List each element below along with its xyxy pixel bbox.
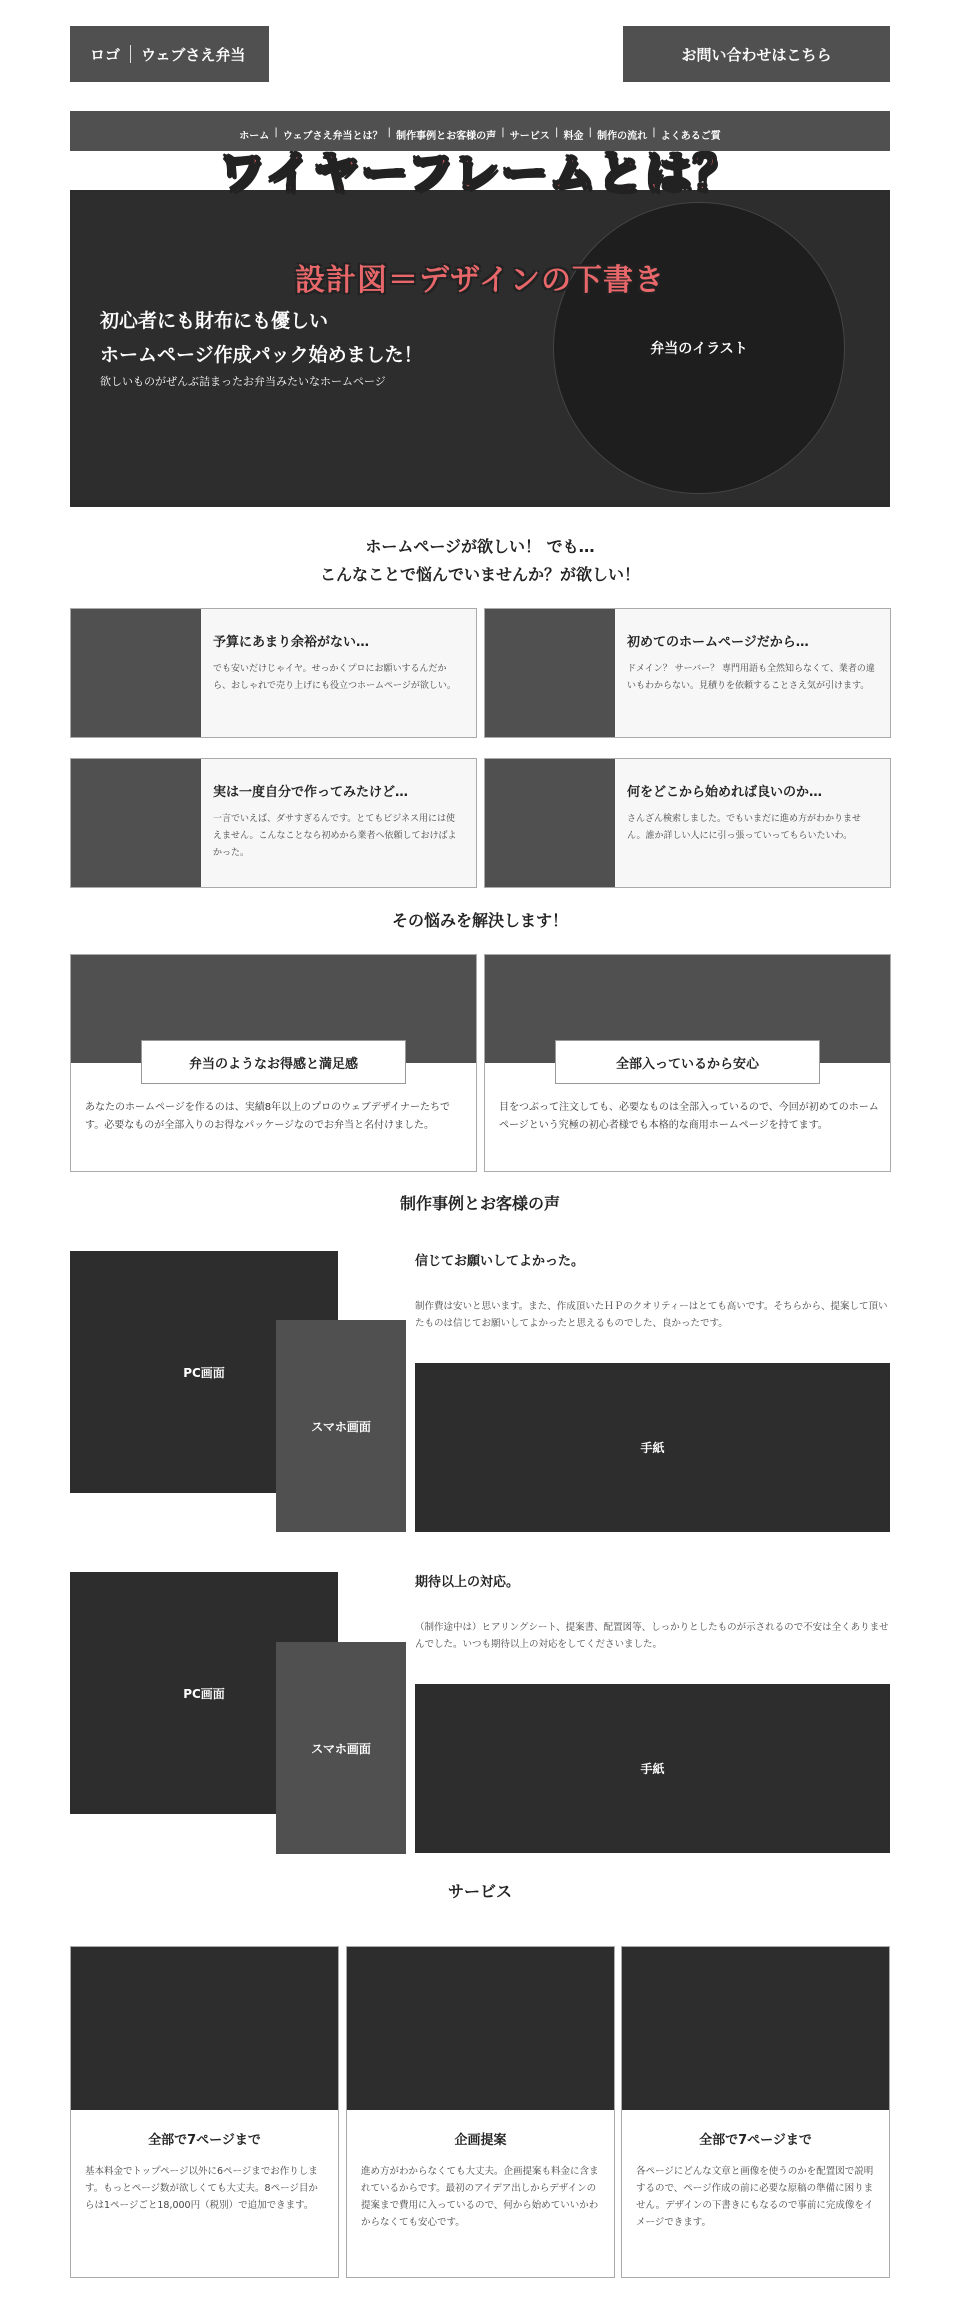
case-letter: 手紙 — [415, 1684, 890, 1853]
worry-card — [484, 608, 891, 738]
nav-divider: | — [387, 127, 392, 138]
hero-illustration: 弁当のイラスト — [553, 202, 845, 494]
service-card — [621, 1946, 890, 2278]
nav-item-service[interactable]: サービス — [509, 131, 550, 142]
worry-card-image — [71, 759, 201, 887]
worries-heading-line1: ホームページが欲しい！ でも… — [365, 537, 595, 556]
nav-divider: | — [274, 127, 278, 138]
case-pc-screen: PC画面 — [70, 1251, 338, 1493]
nav-divider: | — [554, 127, 559, 138]
nav-divider: | — [652, 127, 656, 138]
worry-card-image — [485, 609, 615, 737]
service-card-image — [622, 1947, 889, 2110]
worry-card-image — [71, 609, 201, 737]
service-card — [70, 1946, 339, 2278]
service-card-text: 各ページにどんな文章と画像を使うのかを配置図で説明するので、ページ作成の前に必要な原稿の準備に困りません。デザインの下書きにもなるので事前に完成像をイメージできます。 — [636, 2166, 874, 2228]
worry-card-title: 初めてのホームページだから… — [627, 635, 809, 650]
worry-card — [70, 608, 477, 738]
solution-card-label: 弁当のようなお得感と満足感 — [141, 1040, 406, 1084]
services-heading: サービス — [447, 1882, 512, 1901]
logo[interactable] — [70, 26, 269, 82]
case-smartphone-screen: スマホ画面 — [276, 1642, 406, 1854]
nav-item-works[interactable]: 制作事例とお客様の声 — [396, 131, 497, 142]
solution-card-text: あなたのホームページを作るのは、実績8年以上のプロのウェブデザイナーたちです。必要なものが全部入りのお得なパッケージなのでお弁当と名付けました。 — [85, 1102, 450, 1131]
solution-card-text: 目をつぶって注文しても、必要なものは全部入っているので、今回が初めてのホームページという究極の初心者様でも本格的な商用ホームページを持てます。 — [499, 1102, 879, 1131]
worry-card-title: 予算にあまり余裕がない… — [213, 635, 370, 650]
worry-card-text: でも安いだけじゃイヤ。せっかくプロにお願いするんだから、おしゃれで売り上げにも役立つホームページが欲しい。 — [213, 664, 456, 691]
contact-button[interactable]: お問い合わせはこちら — [623, 26, 890, 82]
logo-divider — [130, 45, 131, 63]
nav-item-home[interactable]: ホーム — [239, 131, 270, 142]
solution-card-label: 全部入っているから安心 — [555, 1040, 820, 1084]
nav-item-faq[interactable]: よくあるご質 — [660, 131, 721, 142]
worries-heading-line2: こんなことで悩んでいませんか？が欲しい！ — [319, 565, 640, 584]
service-card-title: 全部で7ページまで — [148, 2133, 261, 2148]
logo-text: ロゴ — [90, 45, 121, 64]
hero-heading-line2: ホームページ作成パック始めました！ — [100, 344, 423, 366]
solution-heading: その悩みを解決します！ — [391, 911, 568, 930]
worries-heading — [0, 533, 960, 589]
service-card — [346, 1946, 615, 2278]
case-text: 制作費は安いと思います。また、作成頂いたＨＰのクオリティーはとても高いです。そちらから、提案して頂いたものは信じてお願いしてよかったと思えるものでした、良かったです。 — [415, 1301, 888, 1329]
service-card-text: 進め方がわからなくても大丈夫。企画提案も料金に含まれているからです。最初のアイデア出しからデザインの提案まで費用に入っているので、何から始めていいかわからなくても安心です。 — [361, 2166, 599, 2228]
hero-heading-line1: 初心者にも財布にも優しい — [100, 310, 329, 332]
worry-card-text: ドメイン？ サーバー？ 専門用語も全然知らなくて、業者の違いもわからない。見積りを依頼することさえ気が引けます。 — [627, 664, 875, 691]
worry-card-image — [485, 759, 615, 887]
solution-card — [70, 954, 477, 1172]
worry-card-text: さんざん検索しました。でもいまだに進め方がわかりません。誰か詳しい人にに引っ張っていってもらいたいわ。 — [627, 814, 862, 841]
case-title: 信じてお願いしてよかった。 — [415, 1254, 585, 1269]
service-card-image — [347, 1947, 614, 2110]
worry-card-title: 何をどこから始めれば良いのか… — [627, 785, 823, 800]
case-text: （制作途中は）ヒアリングシート、提案書、配置図等、しっかりとしたものが示されるので不安は全くありませんでした。いつも期待以上の対応をしてくださいました。 — [415, 1622, 889, 1650]
worry-card — [70, 758, 477, 888]
worry-card-title: 実は一度自分で作ってみたけど… — [213, 785, 409, 800]
worry-card — [484, 758, 891, 888]
service-card-title: 企画提案 — [454, 2133, 507, 2148]
nav-divider: | — [501, 127, 505, 138]
hero-heading — [100, 304, 423, 372]
service-card-text: 基本料金でトップページ以外に6ページまでお作りします。もっとページ数が欲しくても大丈夫。8ページ目からは1ページごと18,000円（税別）で追加できます。 — [85, 2166, 318, 2211]
nav-item-flow[interactable]: 制作の流れ — [597, 131, 648, 142]
nav-divider: | — [588, 127, 593, 138]
solution-card — [484, 954, 891, 1172]
hero-tagline: 欲しいものがぜんぶ詰まったお弁当みたいなホームページ — [100, 375, 386, 388]
overlay-title: ワイヤーフレームとは？ — [218, 146, 742, 200]
case-letter: 手紙 — [415, 1363, 890, 1532]
nav-item-about[interactable]: ウェブさえ弁当とは？ — [282, 131, 383, 142]
overlay-subtitle: 設計図＝デザインの下書き — [295, 263, 665, 298]
case-smartphone-screen: スマホ画面 — [276, 1320, 406, 1532]
worry-card-text: 一言でいえば、ダサすぎるんです。とてもビジネス用には使えません。こんなことなら初めから業者へ依頼しておけばよかった。 — [213, 814, 457, 858]
site-name: ウェブさえ弁当 — [141, 45, 246, 64]
nav-item-price[interactable]: 料金 — [563, 131, 584, 142]
case-pc-screen: PC画面 — [70, 1572, 338, 1814]
case-title: 期待以上の対応。 — [415, 1575, 520, 1590]
service-card-image — [71, 1947, 338, 2110]
service-card-title: 全部で7ページまで — [699, 2133, 812, 2148]
cases-heading: 制作事例とお客様の声 — [399, 1194, 560, 1213]
